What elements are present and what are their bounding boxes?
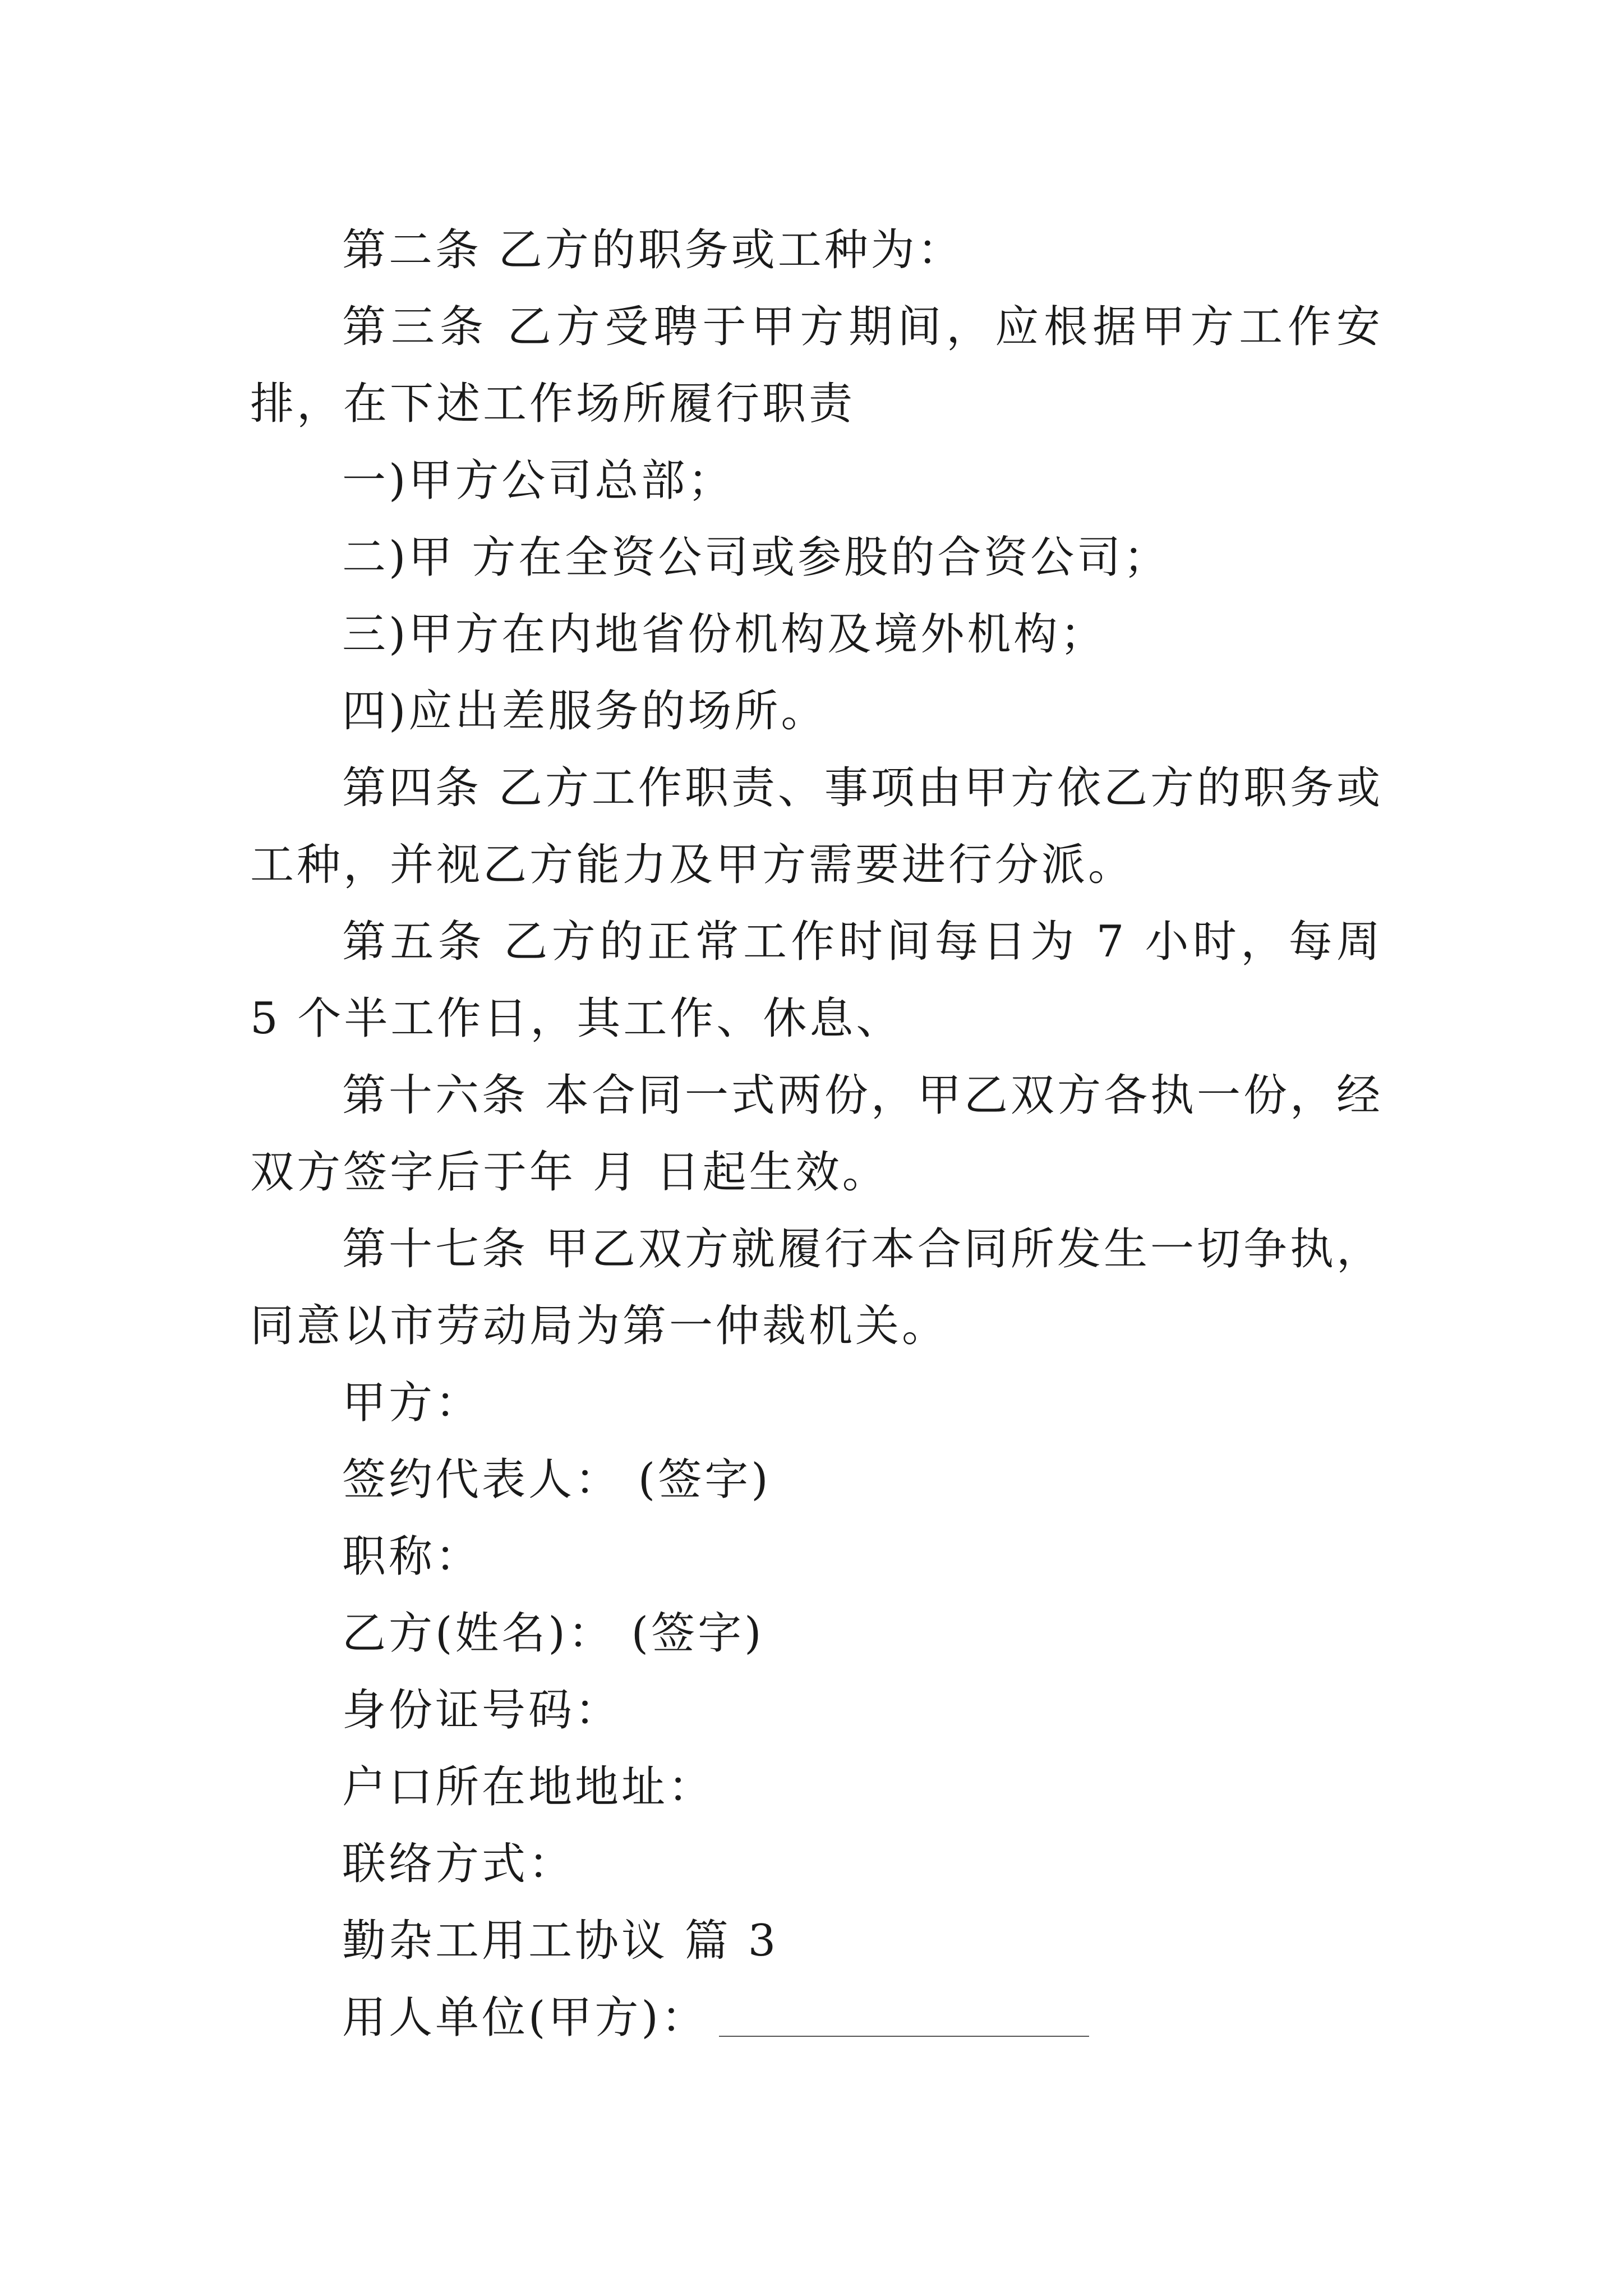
workplace-item-2: 二)甲 方在全资公司或参股的合资公司； — [342, 532, 1170, 583]
party-b-id-number: 身份证号码： — [342, 1685, 622, 1736]
clause-16-effect: 第十六条 本合同一式两份，甲乙双方各执一份，经双方签字后于年 月 日起生效。 — [250, 1070, 1383, 1198]
clause-4-duties: 第四条 乙方工作职责、事项由甲方依乙方的职务或工种，并视乙方能力及甲方需要进行分派。 — [250, 763, 1383, 890]
party-b-name: 乙方(姓名)： (签字) — [342, 1608, 764, 1659]
employer-blank-line — [719, 2036, 1089, 2037]
party-a-representative: 签约代表人： (签字) — [342, 1455, 771, 1505]
clause-5-working-hours: 第五条 乙方的正常工作时间每日为 7 小时，每周 5 个半工作日，其工作、休息、 — [250, 917, 1383, 1044]
party-b-contact: 联络方式： — [342, 1839, 575, 1889]
section-heading-part-3: 勤杂工用工协议 篇 3 — [342, 1916, 779, 1966]
clause-17-arbitration: 第十七条 甲乙双方就履行本合同所发生一切争执，同意以市劳动局为第一仲裁机关。 — [250, 1224, 1383, 1351]
party-a-label: 甲方： — [342, 1378, 482, 1428]
clause-2-job-title: 第二条 乙方的职务或工种为： — [342, 225, 964, 275]
workplace-item-3: 三)甲方在内地省份机构及境外机构； — [342, 609, 1107, 660]
party-a-title: 职称： — [342, 1531, 482, 1582]
employer-field-label: 用人单位(甲方)： — [342, 1993, 708, 2043]
workplace-item-1: 一)甲方公司总部； — [342, 455, 735, 506]
employer-field — [250, 1980, 1383, 2056]
party-b-household-address: 户口所在地地址： — [342, 1762, 715, 1812]
workplace-item-4: 四)应出差服务的场所。 — [342, 686, 828, 737]
clause-3-workplace: 第三条 乙方受聘于甲方期间，应根据甲方工作安排，在下述工作场所履行职责 — [250, 302, 1383, 429]
document-body — [250, 212, 1383, 2056]
